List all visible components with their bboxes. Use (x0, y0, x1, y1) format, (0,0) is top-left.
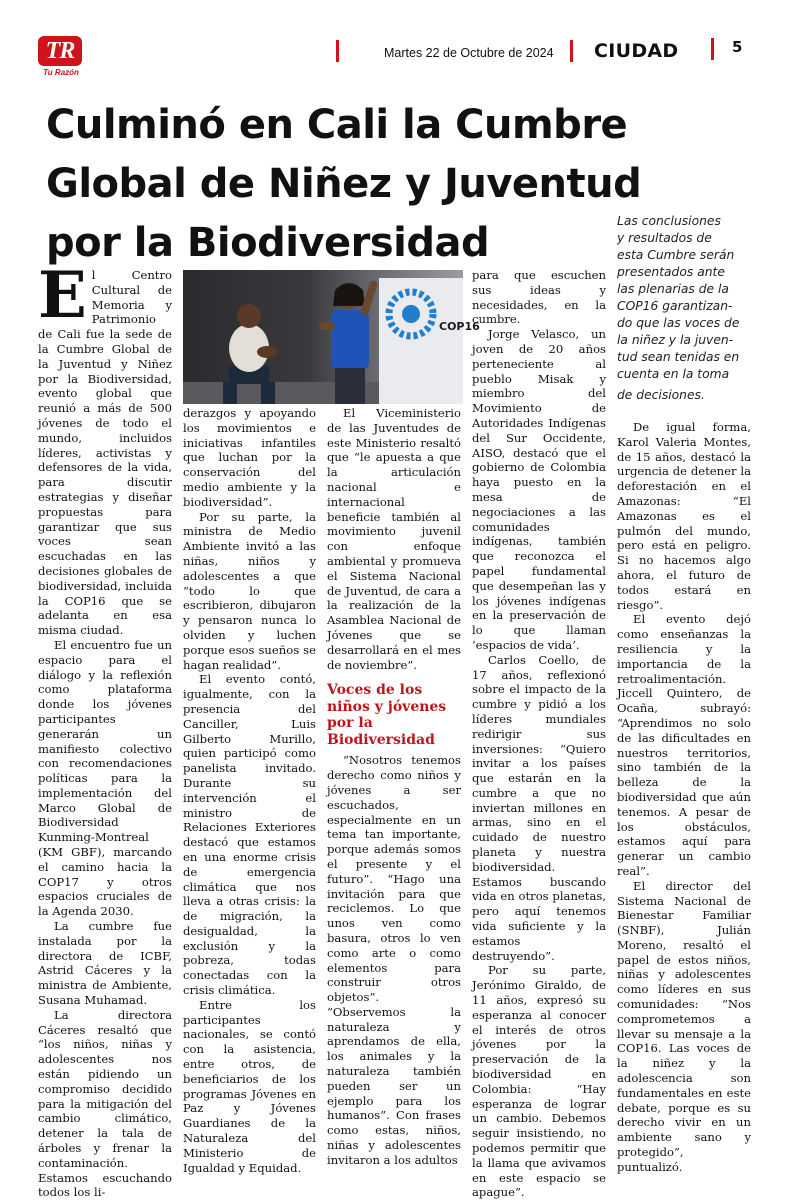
paragraph: El encuentro fue un espacio para el diálogo y la reflexión como plataforma donde los jóvenes participantes generarán un manifiesto colectivo con recomendaciones políticas para la implementación del Marco Global de Biodiversidad Kunming-Montreal (KM GBF), marcando el camino hacia la COP17 y otros espacios cruciales de la Agenda 2030. (38, 637, 172, 919)
newspaper-logo (38, 36, 84, 78)
issue-date: Martes 22 de Octubre de 2024 (384, 46, 554, 60)
paragraph: Por su parte, la ministra de Medio Ambiente invitó a las niñas, niños y adolescentes a que “todo lo que escribieron, dibujaron y pensaron nunca lo olviden y luchen porque esos sueños se hagan realidad”. (183, 509, 316, 672)
pull-quote-line: Las conclusiones (617, 214, 721, 228)
logo-tagline: Tu Razón (43, 68, 79, 77)
event-photo-illustration (183, 270, 480, 404)
pull-quote-line: las plenarias de la (617, 282, 729, 296)
section-name: CIUDAD (594, 40, 679, 62)
paragraph: Por su parte, Jerónimo Giraldo, de 11 años, expresó su esperanza al conocer el interés de otros jóvenes por la preservación de la biodiversidad en Colombia: “Hay esperanza de lograr un cambio. Debemos seguir insistiendo, no podemos permitir que la llama que avivamos en este espacio se apague”. (472, 963, 606, 1200)
paragraph: El evento dejó como enseñanzas la resiliencia y la importancia de la retroalimentación. Jiccell Quintero, de Ocaña, subrayó: “Aprendimos no solo de las dificultades en nuestros territorios, sino también de la belleza de la biodiversidad que aún tenemos. A pesar de los obstáculos, estamos aquí para generar un cambio real”. (617, 612, 751, 878)
logo-mark: TR (38, 36, 82, 66)
paragraph: El director del Sistema Nacional de Bienestar Familiar (SNBF), Julián Moreno, resaltó el papel de estos niños, niñas y adolescentes como líderes en sus comunidades: “Nos comprometemos a llevar su mensaje a la COP16. Las voces de la niñez y la adolescencia son fundamentales en este debate, porque es su derecho vivir en un ambiente sano y protegido”, puntualizó. (617, 878, 751, 1174)
headline-line: por la Biodiversidad (46, 220, 490, 266)
paragraph: Entre los participantes nacionales, se contó con la asistencia, entre otros, de beneficiarios de los programas Jóvenes en Paz y Jóvenes Guardianes de la Naturaleza del Ministerio de Igualdad y Equidad. (183, 997, 316, 1175)
section-subheading: Voces de los niños y jóvenes por la Biodiversidad (327, 682, 447, 748)
header-divider-2 (570, 40, 573, 62)
header-divider-1 (336, 40, 339, 62)
paragraph: Jorge Velasco, un joven de 20 años perteneciente al pueblo Misak y miembro del Movimiento de Autoridades Indígenas del Sur Occidente, AISO, destacó que el gobierno de Colombia haya puesto en la mesa de negociaciones a las comunidades indígenas, también que reconozca el papel fundamental que desempeñan las y los jóvenes indígenas en la preservación de lo que llaman ‘espacios de vida’. (472, 327, 606, 652)
paragraph: La cumbre fue instalada por la directora de ICBF, Astrid Cáceres y la ministra de Ambiente, Susana Muhamad. (38, 919, 172, 1008)
article-column-2 (183, 406, 316, 1175)
paragraph: La directora Cáceres resaltó que “los niños, niñas y adolescentes nos están pidiendo un compromiso decidido para la mitigación del cambio climático, detener la tala de árboles y frenar la contaminación. Estamos escuchando todos los li- (38, 1007, 172, 1200)
headline-line: Culminó en Cali la Cumbre (46, 102, 628, 148)
article-column-4 (472, 268, 606, 1200)
header-divider-3 (711, 38, 714, 60)
paragraph: De igual forma, Karol Valeria Montes, de 15 años, destacó la urgencia de detener la deforestación en el Amazonas: “El Amazonas es el pulmón del mundo, pero está en peligro. Si no hacemos algo ahora, el futuro de todos estará en riesgo”. (617, 420, 751, 612)
article-column-1 (38, 258, 172, 1200)
article-photo (183, 270, 480, 404)
pull-quote-line: do que las voces de (617, 316, 740, 330)
paragraph-text: l Centro Cultural de Memoria y Patrimonio de Cali fue la sede de la Cumbre Global de la Juventud y Niñez por la Biodiversidad, evento global que reunió a más de 500 jóvenes de todo el mundo, incluidos líderes, activistas y defensores de la vida, para discutir estrategias y diseñar propuestas para garantizar que sus voces sean escuchadas en las decisiones globales de biodiversidad, incluida la COP16 que se adelanta en esa misma ciudad. (38, 268, 172, 638)
pull-quote-line: cuenta en la toma (617, 367, 730, 381)
pull-quote-line: presentados ante (617, 265, 725, 279)
article-column-5 (617, 420, 751, 1175)
pull-quote-line: esta Cumbre serán (617, 248, 735, 262)
paragraph: para que escuchen sus ideas y necesidades, en la cumbre. (472, 268, 606, 327)
paragraph: El evento contó, igualmente, con la presencia del Canciller, Luis Gilberto Murillo, quien participó como panelista invitado. Durante su intervención el ministro de Relaciones Exteriores destacó que estamos en una enorme crisis de emergencia climática que nos lleva a otras crisis: la de migración, la desigualdad, la exclusión y la pobreza, todas conectadas con la crisis climática. (183, 672, 316, 998)
pull-quote-line: y resultados de (617, 231, 712, 245)
drop-cap: E (38, 258, 87, 333)
pull-quote-line: la niñez y la juven- (617, 333, 734, 347)
banner-text: COP16 (439, 320, 480, 333)
article-column-3 (327, 406, 461, 1168)
paragraph: El Viceministerio de las Juventudes de este Ministerio resaltó que “le apuesta a que la articulación nacional e internacional beneficie también al movimiento juvenil con enfoque ambiental y promueva el Sistema Nacional de Juventud, de cara a la realización de la Asamblea Nacional de Jóvenes que se desarrollará en el mes de noviembre”. (327, 406, 461, 672)
pull-quote-line: de decisiones. (617, 388, 705, 402)
paragraph (38, 258, 172, 638)
headline-line: Global de Niñez y Juventud (46, 161, 642, 207)
page-number: 5 (732, 38, 743, 56)
pull-quote-line: COP16 garantizan- (617, 299, 733, 313)
paragraph: “Nosotros tenemos derecho como niños y jóvenes a ser escuchados, especialmente en un tema tan importante, porque además somos el presente y el futuro”. “Hago una invitación para que reciclemos. Lo que unos ven como basura, otros lo ven como arte o como elementos para construir otros objetos”. “Observemos la naturaleza y aprendamos de ella, los animales y la naturaleza también pueden ser un ejemplo para los humanos”. Con frases como estas, niños, niñas y adolescentes invitaron a los adultos (327, 753, 461, 1167)
pull-quote-line: tud sean tenidas en (617, 350, 740, 364)
paragraph: derazgos y apoyando los movimientos e iniciativas infantiles que luchan por la conservación del medio ambiente y la biodiversidad”. (183, 406, 316, 509)
pull-quote (617, 213, 757, 404)
paragraph: Carlos Coello, de 17 años, reflexionó sobre el impacto de la cumbre y pidió a los líderes mundiales redirigir sus inversiones: “Quiero invitar a los países que estarán en la cumbre a que no inviertan millones en armas, sino en el cuidado de nuestro planeta y nuestra biodiversidad. Estamos buscando vida en otros planetas, pero aquí tenemos vida suficiente y la estamos destruyendo”. (472, 652, 606, 963)
